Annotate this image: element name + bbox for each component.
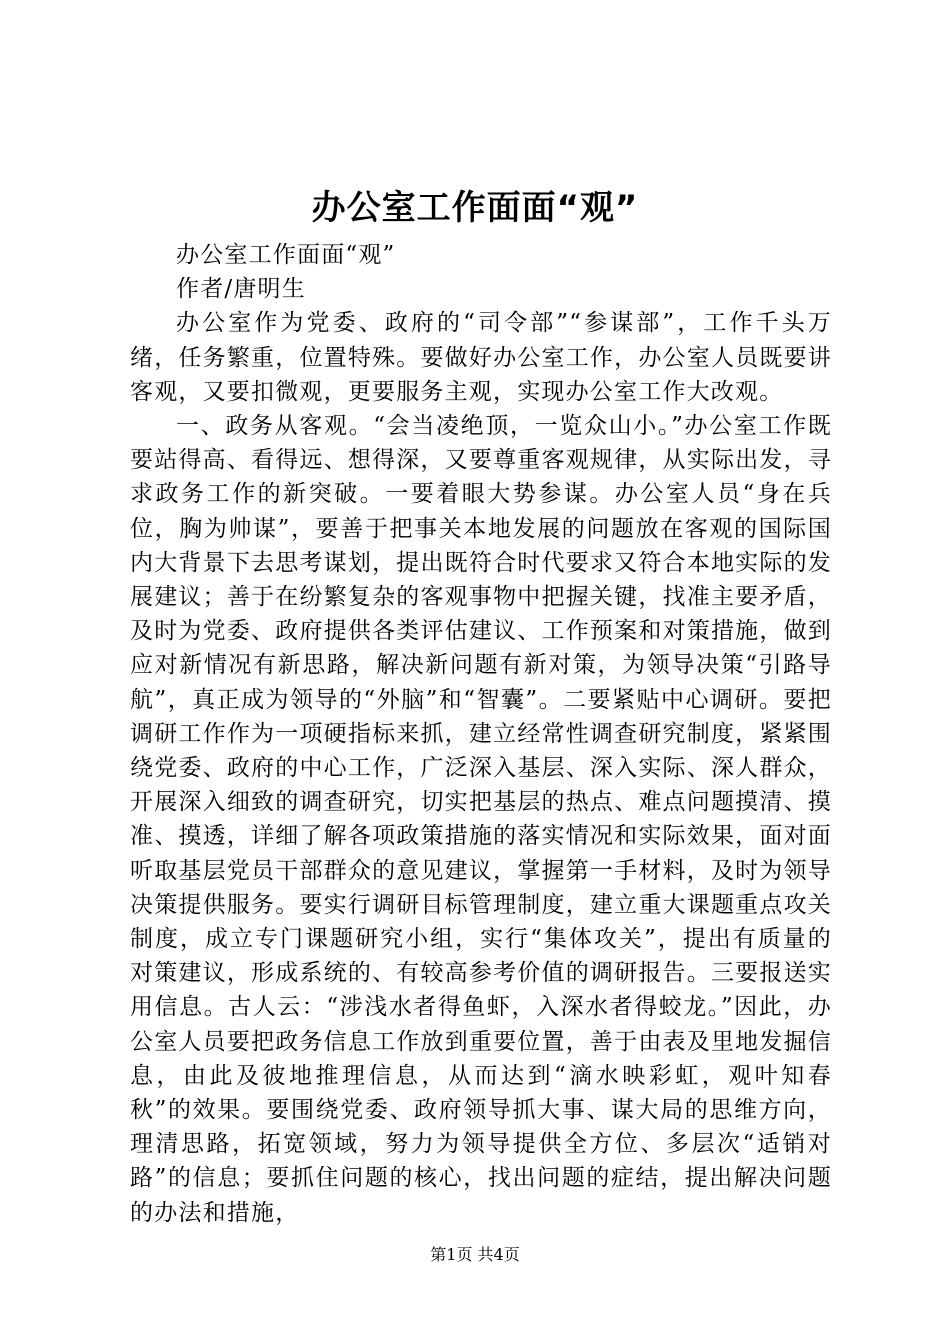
subtitle-line: 办公室工作面面“观” — [176, 242, 396, 268]
document-body — [130, 238, 832, 1230]
section-one-paragraph: 一、政务从客观。“会当凌绝顶，一览众山小。”办公室工作既要站得高、看得远、想得深，又要尊重客观规律，从实际出发，寻求政务工作的新突破。一要着眼大势参谋。办公室人员“身在兵位，胸为帅谋”，要善于把事关本地发展的问题放在客观的国际国内大背景下去思考谋划，提出既符合时代要求又符合本地实际的发展建议；善于在纷繁复杂的客观事物中把握关键，找准主要矛盾，及时为党委、政府提供各类评估建议、工作预案和对策措施，做到应对新情况有新思路，解决新问题有新对策，为领导决策“引路导航”，真正成为领导的“外脑”和“智囊”。二要紧贴中心调研。要把调研工作作为一项硬指标来抓，建立经常性调查研究制度，紧紧围绕党委、政府的中心工作，广泛深入基层、深入实际、深人群众，开展深入细致的调查研究，切实把基层的热点、难点问题摸清、摸准、摸透，详细了解各项政策措施的落实情况和实际效果，面对面听取基层党员干部群众的意见建议，掌握第一手材料，及时为领导决策提供服务。要实行调研目标管理制度，建立重大课题重点攻关制度，成立专门课题研究小组，实行“集体攻关”，提出有质量的对策建议，形成系统的、有较高参考价值的调研报告。三要报送实用信息。古人云：“涉浅水者得鱼虾，入深水者得蛟龙。”因此，办公室人员要把政务信息工作放到重要位置，善于由表及里地发掘信息，由此及彼地推理信息，从而达到“滴水映彩虹，观叶知春秋”的效果。要围绕党委、政府领导抓大事、谋大局的思维方向，理清思路，拓宽领域，努力为领导提供全方位、多层次“适销对路”的信息；要抓住问题的核心，找出问题的症结，提出解决问题的办法和措施， — [130, 413, 832, 1226]
author-line: 作者/唐明生 — [176, 276, 306, 303]
page-number: 第1页 共4页 — [430, 1245, 520, 1264]
intro-paragraph: 办公室作为党委、政府的“司令部”“参谋部”，工作千头万绪，任务繁重，位置特殊。要做好办公室工作，办公室人员既要讲客观，又要扣微观，更要服务主观，实现办公室工作大改观。 — [130, 310, 832, 405]
document-title: 办公室工作面面“观” — [311, 188, 639, 228]
